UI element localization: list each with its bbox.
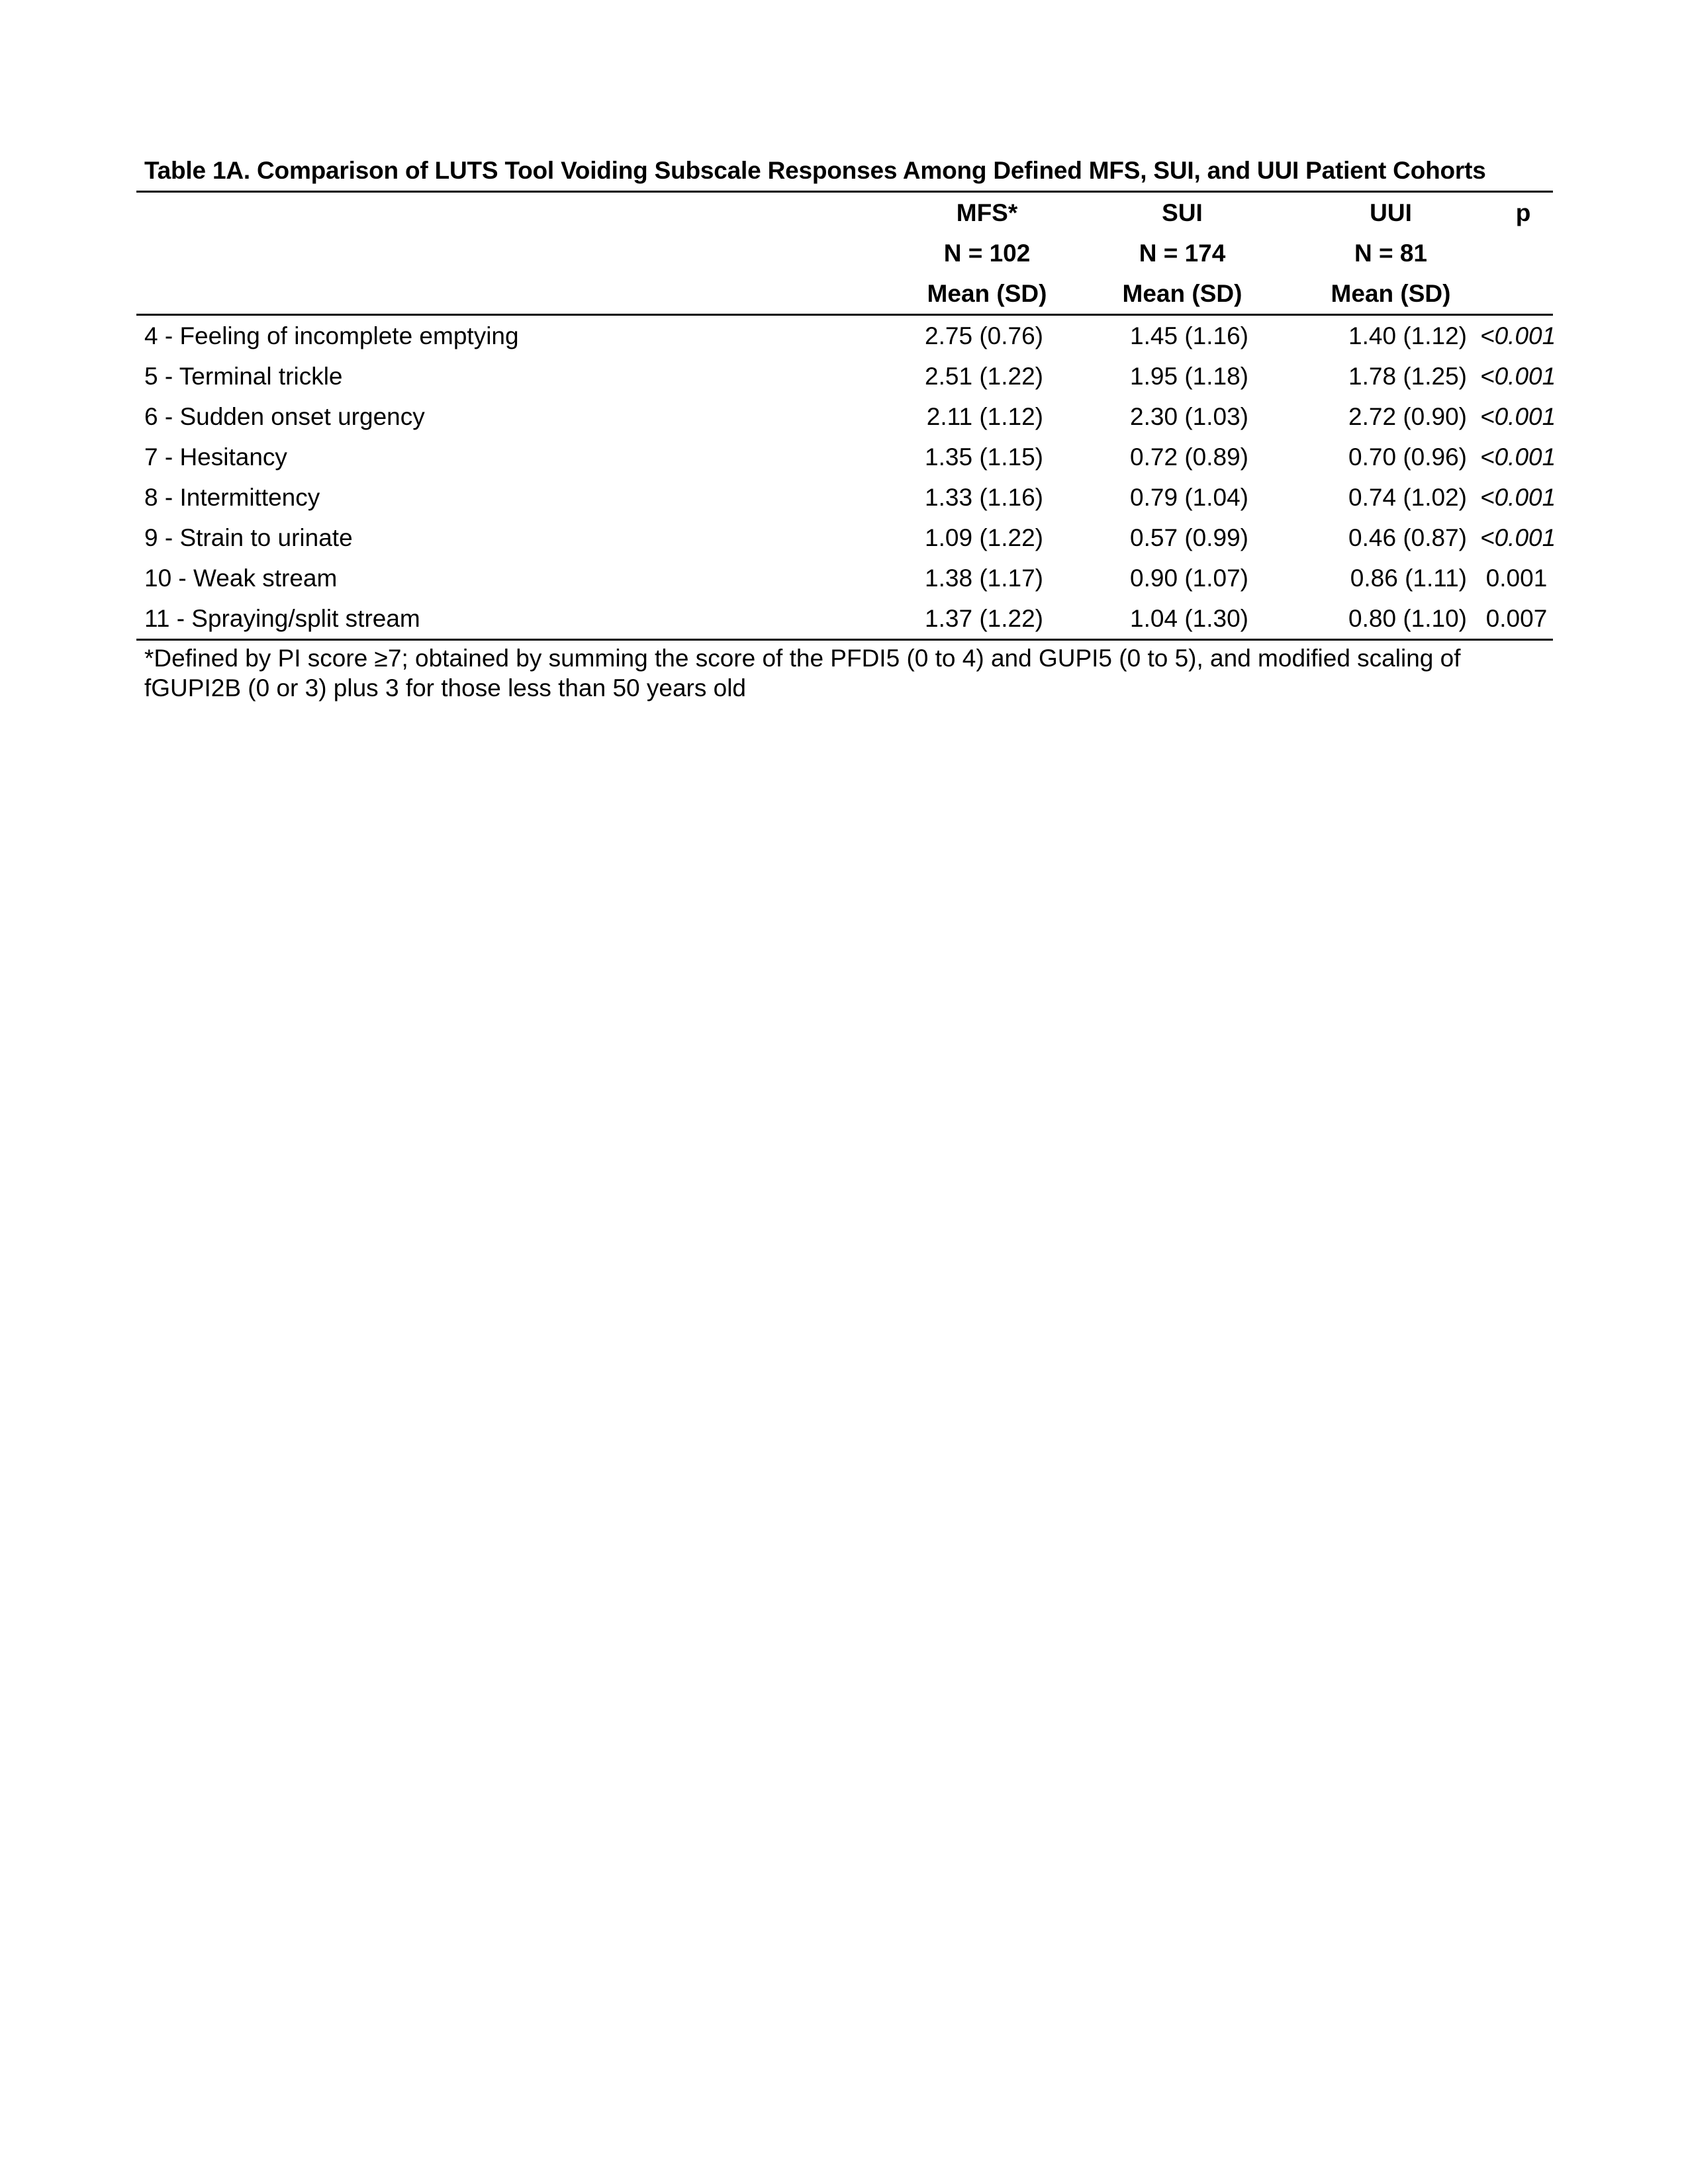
cell-p: 0.007: [1480, 598, 1553, 640]
table-row: [136, 558, 1553, 598]
header-blank: [1480, 233, 1553, 273]
cell-uui: 1.40 (1.12): [1348, 322, 1467, 349]
cell-p: <0.001: [1480, 443, 1556, 471]
header-blank: [1480, 273, 1553, 315]
table-row: [136, 315, 1553, 357]
header-row-n: [136, 233, 1553, 273]
cell-mfs: 2.51 (1.22): [925, 362, 1043, 390]
table-row: [136, 518, 1553, 558]
data-table: [136, 191, 1556, 641]
table-footnote: *Defined by PI score ≥7; obtained by summing the score of the PFDI5 (0 to 4) and GUPI5 (0 to 5), and modified scaling of fGUPI2B (0 or 3) plus 3 for those less than 50 years old: [144, 645, 1461, 702]
cell-sui: 1.04 (1.30): [1056, 598, 1248, 640]
cell-uui: 2.72 (0.90): [1348, 402, 1467, 430]
cell-mfs: 1.09 (1.22): [925, 523, 1043, 551]
row-label: 8 - Intermittency: [144, 483, 320, 511]
table-row: [136, 598, 1553, 640]
cell-mfs: 2.75 (0.76): [925, 322, 1043, 349]
cell-mfs: 1.35 (1.15): [925, 443, 1043, 471]
header-uui-n: N = 81: [1354, 239, 1428, 267]
cell-p: <0.001: [1480, 483, 1556, 511]
header-blank: [136, 192, 825, 234]
row-label: 4 - Feeling of incomplete emptying: [144, 322, 519, 349]
cell-sui: 0.72 (0.89): [1130, 443, 1248, 471]
row-label: 6 - Sudden onset urgency: [144, 402, 425, 430]
cell-mfs: 1.33 (1.16): [925, 483, 1043, 511]
cell-uui: 0.74 (1.02): [1348, 483, 1467, 511]
cell-p: 0.001: [1485, 564, 1548, 592]
cell-uui: 0.70 (0.96): [1348, 443, 1467, 471]
table-row: [136, 396, 1553, 437]
cell-p: <0.001: [1480, 362, 1556, 390]
header-sui: SUI: [1056, 192, 1248, 234]
table-row: [136, 477, 1553, 518]
cell-p: <0.001: [1480, 523, 1556, 551]
header-mfs-n: N = 102: [943, 239, 1031, 267]
cell-sui: 1.95 (1.18): [1130, 362, 1248, 390]
table-row: [136, 437, 1553, 477]
header-uui: UUI: [1248, 192, 1480, 234]
header-blank: [136, 273, 825, 315]
header-mfs: MFS*: [825, 192, 1056, 234]
row-label: 9 - Strain to urinate: [144, 523, 353, 551]
header-sui-stat: Mean (SD): [1056, 273, 1248, 315]
cell-uui: 0.86 (1.11): [1350, 564, 1467, 592]
cell-uui: 1.78 (1.25): [1348, 362, 1467, 390]
header-row-groups: [136, 192, 1553, 234]
header-uui-stat: Mean (SD): [1248, 273, 1480, 315]
header-sui-n: N = 174: [1139, 239, 1226, 267]
row-label: 5 - Terminal trickle: [144, 362, 343, 390]
cell-sui: 0.90 (1.07): [1130, 564, 1248, 592]
cell-mfs: 2.11 (1.12): [926, 402, 1043, 430]
cell-sui: 1.45 (1.16): [1130, 322, 1248, 349]
header-mfs-stat: Mean (SD): [825, 273, 1056, 315]
header-blank: [136, 233, 825, 273]
table-container: [136, 151, 1556, 703]
cell-sui: 0.57 (0.99): [1130, 523, 1248, 551]
row-label: 11 - Spraying/split stream: [136, 598, 825, 640]
cell-uui: 0.80 (1.10): [1248, 598, 1480, 640]
header-row-stat: [136, 273, 1553, 315]
table-title: Table 1A. Comparison of LUTS Tool Voiding Subscale Responses Among Defined MFS, SUI, and UUI Patient Cohorts: [144, 157, 1486, 184]
row-label: 10 - Weak stream: [144, 564, 338, 592]
cell-sui: 0.79 (1.04): [1130, 483, 1248, 511]
table-row: [136, 356, 1553, 396]
cell-sui: 2.30 (1.03): [1130, 402, 1248, 430]
cell-p: <0.001: [1480, 402, 1556, 430]
row-label: 7 - Hesitancy: [144, 443, 287, 471]
header-p: p: [1480, 192, 1553, 234]
table-body: [136, 315, 1556, 640]
cell-mfs: 1.38 (1.17): [925, 564, 1043, 592]
cell-p: <0.001: [1480, 322, 1556, 349]
cell-mfs: 1.37 (1.22): [825, 598, 1056, 640]
cell-uui: 0.46 (0.87): [1348, 523, 1467, 551]
